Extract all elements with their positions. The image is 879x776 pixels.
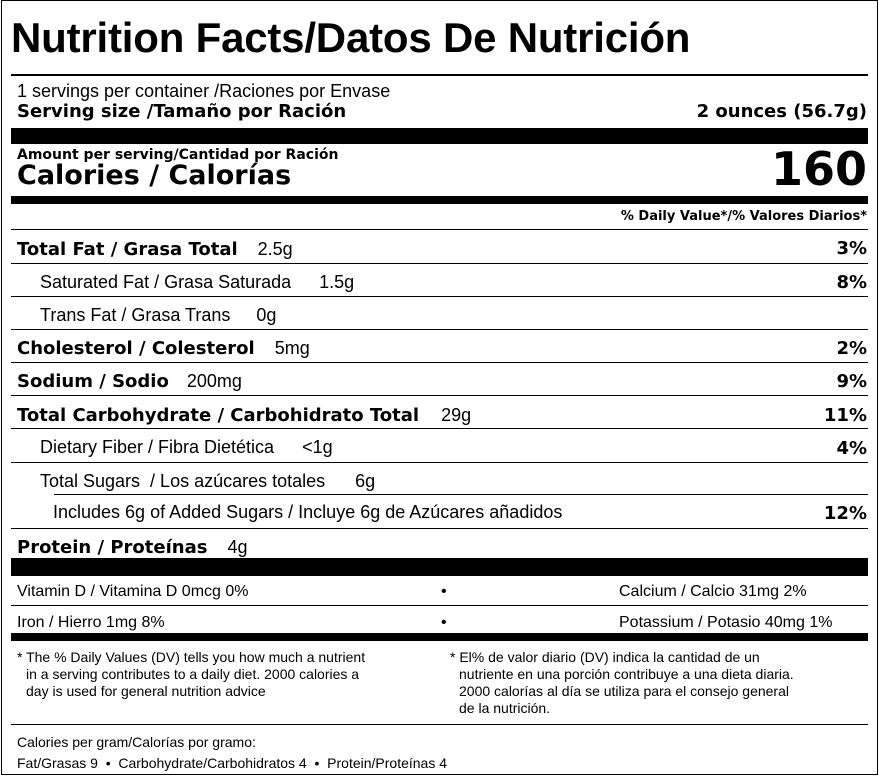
thick-bar-vitamins <box>11 633 868 641</box>
nutrient-name: Trans Fat / Grasa Trans <box>40 305 231 325</box>
serving-size-value: 2 ounces (56.7g) <box>696 101 867 122</box>
divider <box>11 605 868 606</box>
footnote-line: * El% de valor diario (DV) indica la cantidad de un <box>450 649 760 665</box>
divider <box>11 724 868 725</box>
nutrient-row-protein <box>17 536 247 559</box>
nutrient-row-sodium <box>17 370 242 393</box>
amount-per-serving: Amount per serving/Cantidad por Ración <box>17 147 339 163</box>
divider <box>11 362 868 363</box>
thick-bar-protein <box>11 558 868 576</box>
nutrient-row-added-sugars: Includes 6g of Added Sugars / Incluye 6g de Azúcares añadidos <box>53 502 563 522</box>
nutrition-facts-label <box>1 0 878 775</box>
nutrient-amount: 1.5g <box>319 272 355 292</box>
divider <box>11 329 868 330</box>
footnote-spanish <box>450 649 870 717</box>
nutrient-amount: 2.5g <box>257 239 293 259</box>
divider <box>11 229 868 230</box>
nutrient-name: Total Fat / Grasa Total <box>17 239 238 260</box>
nutrient-name: Protein / Proteínas <box>17 537 208 558</box>
servings-per-container: 1 servings per container /Raciones por Envase <box>17 81 391 101</box>
nutrient-dv-added-sugars: 12% <box>823 503 867 524</box>
nutrient-row-total-sugars <box>40 470 375 492</box>
divider <box>54 494 868 495</box>
nutrient-dv-total-fat: 3% <box>836 238 867 259</box>
potassium: Potassium / Potasio 40mg 1% <box>619 614 833 631</box>
footnote-line: day is used for general nutrition advice <box>26 683 266 699</box>
nutrient-dv-saturated-fat: 8% <box>836 272 867 293</box>
divider <box>11 395 868 396</box>
bullet-separator: • <box>441 614 447 631</box>
nutrient-name: Total Carbohydrate / Carbohidrato Total <box>17 405 420 426</box>
title-divider <box>11 74 868 76</box>
nutrient-row-trans-fat <box>40 304 276 326</box>
nutrient-row-dietary-fiber <box>40 436 333 458</box>
nutrient-amount: <1g <box>302 437 333 457</box>
nutrient-row-total-fat <box>17 238 293 261</box>
nutrient-row-cholesterol <box>17 337 310 360</box>
nutrient-name: Dietary Fiber / Fibra Dietética <box>40 437 275 457</box>
calories-value: 160 <box>770 142 867 196</box>
bullet-separator: • <box>441 583 447 600</box>
nutrient-amount: 200mg <box>186 371 242 391</box>
divider <box>11 462 868 463</box>
nutrient-amount: 29g <box>441 405 472 425</box>
nutrient-name: Saturated Fat / Grasa Saturada <box>40 272 292 292</box>
calories-per-gram-label: Calories per gram/Calorías por gramo: <box>17 734 256 750</box>
nutrient-dv-dietary-fiber: 4% <box>836 438 867 459</box>
nutrient-row-total-carbohydrate <box>17 404 471 427</box>
daily-value-header: % Daily Value*/% Valores Diarios* <box>620 209 867 224</box>
divider <box>11 528 868 529</box>
nutrient-amount: 4g <box>227 537 248 557</box>
footnote-line: 2000 calorías al día se utiliza para el consejo general <box>459 683 789 699</box>
footnote-line: nutriente en una porción contribuye a una dieta diaria. <box>459 666 794 682</box>
nutrient-amount: 0g <box>256 305 277 325</box>
thick-bar-top <box>11 128 868 144</box>
nutrient-name: Cholesterol / Colesterol <box>17 338 255 359</box>
footnote-line: in a serving contributes to a daily diet. 2000 calories a <box>26 666 360 682</box>
nutrient-amount: 5mg <box>274 338 310 358</box>
divider <box>11 263 868 264</box>
footnote-english <box>17 649 437 700</box>
vitamin-d: Vitamin D / Vitamina D 0mcg 0% <box>17 583 249 600</box>
calories-per-gram-values: Fat/Grasas 9 • Carbohydrate/Carbohidratos 4 • Protein/Proteínas 4 <box>17 755 448 771</box>
serving-size-label: Serving size /Tamaño por Ración <box>17 101 347 122</box>
label-title: Nutrition Facts/Datos De Nutrición <box>11 14 691 61</box>
nutrient-name: Sodium / Sodio <box>17 371 169 392</box>
divider <box>11 428 868 429</box>
nutrient-dv-sodium: 9% <box>836 371 867 392</box>
divider <box>11 296 868 297</box>
iron: Iron / Hierro 1mg 8% <box>17 614 165 631</box>
calcium: Calcium / Calcio 31mg 2% <box>619 583 807 600</box>
thick-bar-calories <box>11 196 868 204</box>
nutrient-row-saturated-fat <box>40 271 354 293</box>
nutrient-amount: 6g <box>355 471 376 491</box>
nutrient-dv-cholesterol: 2% <box>836 338 867 359</box>
calories-label: Calories / Calorías <box>17 160 292 191</box>
nutrient-name: Total Sugars / Los azúcares totales <box>40 471 326 491</box>
footnote-line: de la nutrición. <box>459 700 551 716</box>
footnote-line: * The % Daily Values (DV) tells you how much a nutrient <box>17 649 366 665</box>
nutrient-dv-total-carbohydrate: 11% <box>823 405 867 426</box>
